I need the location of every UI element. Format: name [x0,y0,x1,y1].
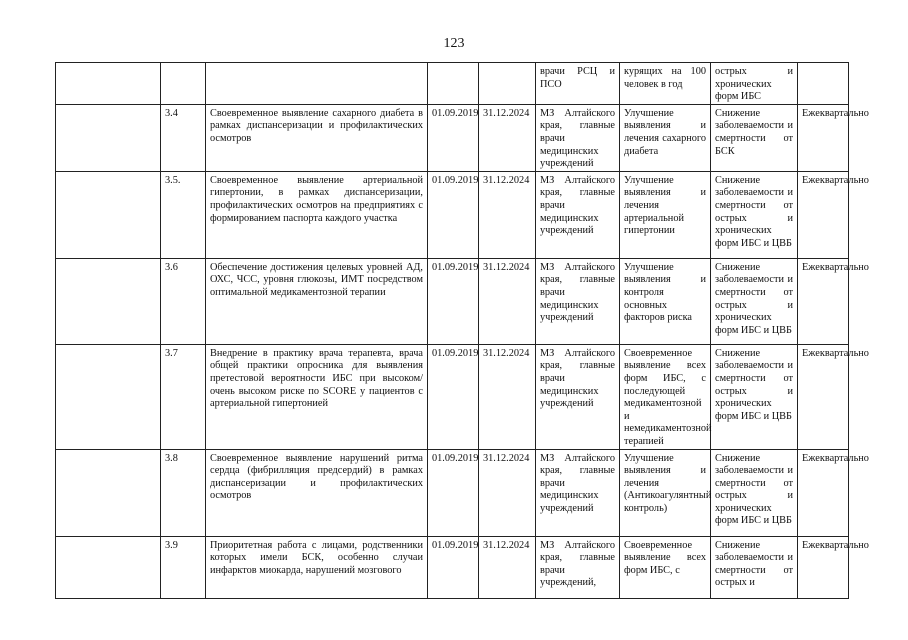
indicator-cell [620,449,711,536]
responsible-text: МЗ Алтайского края, главные врачи медицинских учреждений [540,174,615,237]
empty-cell [56,344,161,449]
period-cell [798,344,869,449]
table-body [56,63,869,599]
responsible-text: МЗ Алтайского края, главные врачи учреждений, [540,539,615,589]
indicator-text: Своевременное выявление всех форм ИБС, с [624,539,706,576]
start-date-cell [428,344,479,449]
period-cell [798,63,849,105]
indicator-cell [620,536,711,598]
responsible-cell [536,536,620,598]
table-row [56,536,849,598]
page-number: 123 [443,36,465,51]
end-date-cell [479,449,536,536]
table-row [56,104,849,171]
effect-cell [711,536,798,598]
end-date: 31.12.2024 [483,261,530,273]
indicator-text: Улучшение выявления и контроля основных факторов риска [624,261,706,324]
end-date-cell [479,258,536,344]
indicator-text: Улучшение выявления и лечения сахарного диабета [624,107,706,157]
indicator-text: Своевременное выявление всех форм ИБС, с последующей медикаментозной и немедикаментозной терапией [624,347,712,447]
empty-cell [56,63,161,105]
effect-cell [711,104,798,171]
start-date: 01.09.2019 [432,452,479,464]
effect-cell [711,344,798,449]
responsible-cell [536,104,620,171]
row-number: 3.6 [165,261,178,273]
activity-cell [206,258,428,344]
end-date: 31.12.2024 [483,107,530,119]
row-number: 3.4 [165,107,178,119]
indicator-cell [620,258,711,344]
responsible-text: МЗ Алтайского края, главные врачи медицинских учреждений [540,261,615,324]
effect-text: острых и хронических форм ИБС [715,66,793,103]
end-date: 31.12.2024 [483,347,530,359]
activities-table [55,62,869,599]
activity-cell [206,536,428,598]
row-number: 3.9 [165,539,178,551]
start-date: 01.09.2019 [432,539,479,551]
responsible-cell [536,449,620,536]
effect-text: Снижение заболеваемости и смертности от острых и хронических форм ИБС и ЦВБ [715,347,793,422]
activity-text: Своевременное выявление артериальной гипертонии, в рамках диспансеризации, профилактических осмотров на предприятиях с формированием паспорта каждого участка [210,174,423,224]
period-text: Ежеквартально [802,174,869,186]
num-cell [161,344,206,449]
responsible-cell [536,63,620,105]
num-cell [161,63,206,105]
responsible-cell [536,344,620,449]
responsible-text: врачи РСЦ и ПСО [540,66,615,90]
table-row [56,449,849,536]
period-text: Ежеквартально [802,107,869,119]
end-date: 31.12.2024 [483,174,530,186]
end-date-cell [479,171,536,258]
activity-text: Приоритетная работа с лицами, родственники которых имели БСК, особенно случаи инфарктов миокарда, нарушений мозгового [210,539,423,576]
row-number: 3.7 [165,347,178,359]
start-date-cell [428,63,479,105]
indicator-cell [620,63,711,105]
responsible-text: МЗ Алтайского края, главные врачи медицинских учреждений [540,347,615,410]
responsible-text: МЗ Алтайского края, главные врачи медицинских учреждений [540,452,615,514]
effect-cell [711,449,798,536]
activity-text: Своевременное выявление нарушений ритма сердца (фибрилляция предсердий) в рамках диспансеризации и профилактических осмотров [210,452,423,502]
responsible-cell [536,171,620,258]
empty-cell [56,258,161,344]
activity-cell [206,104,428,171]
period-text: Ежеквартально [802,539,869,551]
start-date-cell [428,449,479,536]
activity-cell [206,171,428,258]
num-cell [161,536,206,598]
num-cell [161,258,206,344]
row-number: 3.8 [165,452,178,464]
start-date-cell [428,536,479,598]
start-date: 01.09.2019 [432,261,479,273]
activity-cell [206,63,428,105]
effect-cell [711,63,798,105]
num-cell [161,171,206,258]
table-row [56,63,849,105]
start-date-cell [428,258,479,344]
table-row [56,258,849,344]
row-number: 3.5. [165,174,181,186]
period-cell [798,104,869,171]
period-text: Ежеквартально [802,261,869,273]
start-date-cell [428,171,479,258]
period-cell [798,258,869,344]
table-row [56,171,849,258]
effect-text: Снижение заболеваемости и смертности от БСК [715,107,793,157]
effect-cell [711,258,798,344]
activity-text: Своевременное выявление сахарного диабета в рамках диспансеризации и профилактических осмотров [210,107,423,144]
end-date-cell [479,536,536,598]
num-cell [161,449,206,536]
end-date-cell [479,63,536,105]
effect-text: Снижение заболеваемости и смертности от острых и хронических форм ИБС и ЦВБ [715,261,793,336]
indicator-cell [620,104,711,171]
indicator-cell [620,344,711,449]
activity-text: Обеспечение достижения целевых уровней АД, ОХС, ЧСС, уровня глюкозы, ИМТ посредством оптимальной медикаментозной терапии [210,261,423,298]
empty-cell [56,104,161,171]
activity-text: Внедрение в практику врача терапевта, врача общей практики опросника для выявления претестовой вероятности ИБС при высоком/очень высоком риске по SCORE у пациентов с артериальной гипертонией [210,347,423,410]
period-cell [798,536,869,598]
start-date-cell [428,104,479,171]
effect-text: Снижение заболеваемости и смертности от острых и хронических форм ИБС и ЦВБ [715,452,793,527]
activity-cell [206,449,428,536]
indicator-text: Улучшение выявления и лечения артериальной гипертонии [624,174,706,237]
period-cell [798,449,869,536]
num-cell [161,104,206,171]
indicator-text: курящих на 100 человек в год [624,66,706,90]
indicator-text: Улучшение выявления и лечения (Антикоагулянтный контроль) [624,452,712,514]
table-row [56,344,849,449]
end-date: 31.12.2024 [483,452,530,464]
responsible-cell [536,258,620,344]
start-date: 01.09.2019 [432,174,479,186]
activity-cell [206,344,428,449]
start-date: 01.09.2019 [432,347,479,359]
empty-cell [56,536,161,598]
effect-cell [711,171,798,258]
effect-text: Снижение заболеваемости и смертности от острых и хронических форм ИБС и ЦВБ [715,174,793,249]
responsible-text: МЗ Алтайского края, главные врачи медицинских учреждений [540,107,615,170]
period-text: Ежеквартально [802,452,869,464]
period-text: Ежеквартально [802,347,869,359]
end-date-cell [479,104,536,171]
start-date: 01.09.2019 [432,107,479,119]
indicator-cell [620,171,711,258]
effect-text: Снижение заболеваемости и смертности от острых и [715,539,793,589]
end-date-cell [479,344,536,449]
empty-cell [56,171,161,258]
empty-cell [56,449,161,536]
end-date: 31.12.2024 [483,539,530,551]
period-cell [798,171,869,258]
